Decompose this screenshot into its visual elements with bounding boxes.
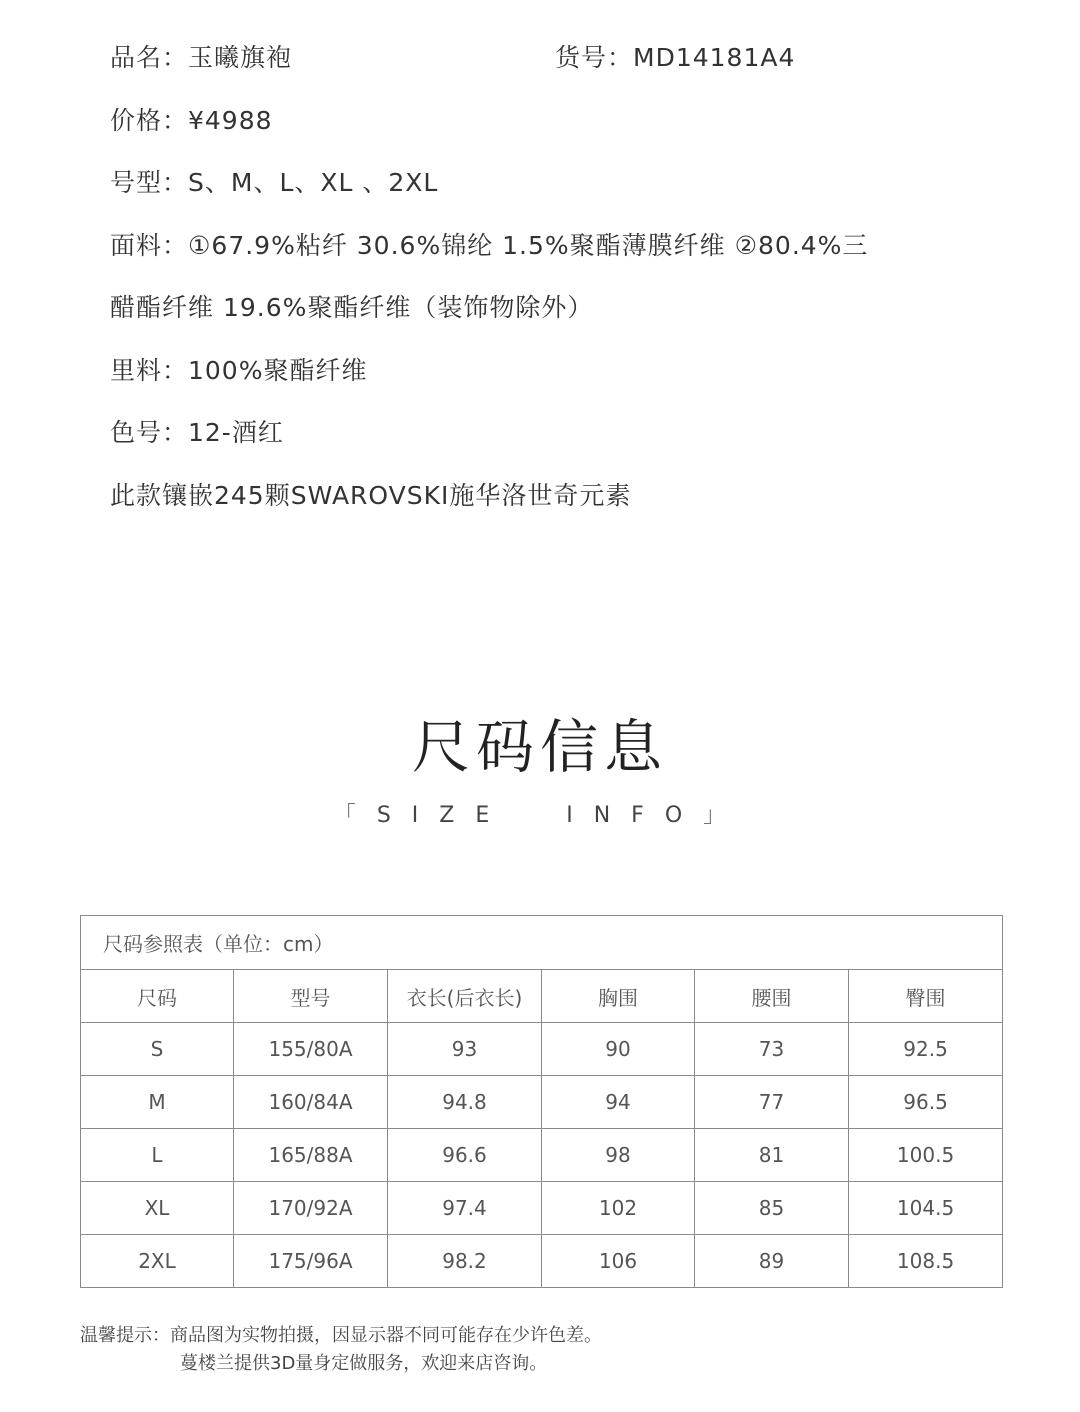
- product-lining: 里料：100%聚酯纤维: [110, 355, 368, 385]
- cell-bust: 98: [542, 1129, 695, 1182]
- cell-hip: 104.5: [849, 1182, 1003, 1235]
- cell-hip: 108.5: [849, 1235, 1003, 1288]
- product-name: 品名：玉曦旗袍: [110, 43, 293, 72]
- header-waist: 腰围: [695, 970, 849, 1023]
- header-size: 尺码: [81, 970, 234, 1023]
- cell-length: 98.2: [388, 1235, 542, 1288]
- size-table-caption: 尺码参照表（单位：cm）: [81, 916, 1003, 970]
- cell-length: 96.6: [388, 1129, 542, 1182]
- header-length: 衣长(后衣长): [388, 970, 542, 1023]
- header-hip: 臀围: [849, 970, 1003, 1023]
- cell-length: 94.8: [388, 1076, 542, 1129]
- product-crystal-note: 此款镶嵌245颗SWAROVSKI施华洛世奇元素: [110, 480, 632, 510]
- section-subtitle: 「SIZE INFO」: [333, 803, 747, 828]
- cell-size: S: [81, 1023, 234, 1076]
- cell-model: 155/80A: [234, 1023, 388, 1076]
- product-fabric-line1: 面料：①67.9%粘纤 30.6%锦纶 1.5%聚酯薄膜纤维 ②80.4%三: [110, 230, 869, 260]
- cell-length: 93: [388, 1023, 542, 1076]
- size-table-header: [81, 970, 1003, 1023]
- cell-bust: 94: [542, 1076, 695, 1129]
- size-table: [80, 915, 1003, 1288]
- notice-line2: 蔓楼兰提供3D量身定做服务，欢迎来店咨询。: [180, 1353, 548, 1374]
- cell-hip: 96.5: [849, 1076, 1003, 1129]
- cell-waist: 81: [695, 1129, 849, 1182]
- table-row: [81, 1076, 1003, 1129]
- notice: [80, 1322, 602, 1378]
- cell-model: 165/88A: [234, 1129, 388, 1182]
- header-bust: 胸围: [542, 970, 695, 1023]
- product-sizes: 号型：S、M、L、XL 、2XL: [110, 168, 439, 197]
- product-price: 价格：¥4988: [110, 105, 273, 135]
- cell-model: 170/92A: [234, 1182, 388, 1235]
- cell-waist: 89: [695, 1235, 849, 1288]
- cell-size: XL: [81, 1182, 234, 1235]
- header-model: 型号: [234, 970, 388, 1023]
- table-row: [81, 1182, 1003, 1235]
- section-title: 尺码信息: [411, 713, 668, 781]
- cell-hip: 100.5: [849, 1129, 1003, 1182]
- cell-bust: 90: [542, 1023, 695, 1076]
- cell-bust: 102: [542, 1182, 695, 1235]
- cell-model: 175/96A: [234, 1235, 388, 1288]
- table-row: [81, 1235, 1003, 1288]
- table-row: [81, 1129, 1003, 1182]
- product-color: 色号：12-酒红: [110, 418, 284, 447]
- info-row-name-sku: [110, 38, 1010, 101]
- notice-line1: 温馨提示：商品图为实物拍摄，因显示器不同可能存在少许色差。: [80, 1325, 602, 1346]
- cell-waist: 85: [695, 1182, 849, 1235]
- cell-bust: 106: [542, 1235, 695, 1288]
- cell-model: 160/84A: [234, 1076, 388, 1129]
- cell-waist: 73: [695, 1023, 849, 1076]
- size-table-container: [80, 915, 1002, 1288]
- cell-size: M: [81, 1076, 234, 1129]
- cell-hip: 92.5: [849, 1023, 1003, 1076]
- product-fabric-line2: 醋酯纤维 19.6%聚酯纤维（装饰物除外）: [110, 293, 594, 322]
- table-row: [81, 1023, 1003, 1076]
- product-info: [110, 38, 1010, 538]
- cell-size: 2XL: [81, 1235, 234, 1288]
- product-sku: 货号：MD14181A4: [555, 43, 796, 72]
- cell-size: L: [81, 1129, 234, 1182]
- cell-length: 97.4: [388, 1182, 542, 1235]
- cell-waist: 77: [695, 1076, 849, 1129]
